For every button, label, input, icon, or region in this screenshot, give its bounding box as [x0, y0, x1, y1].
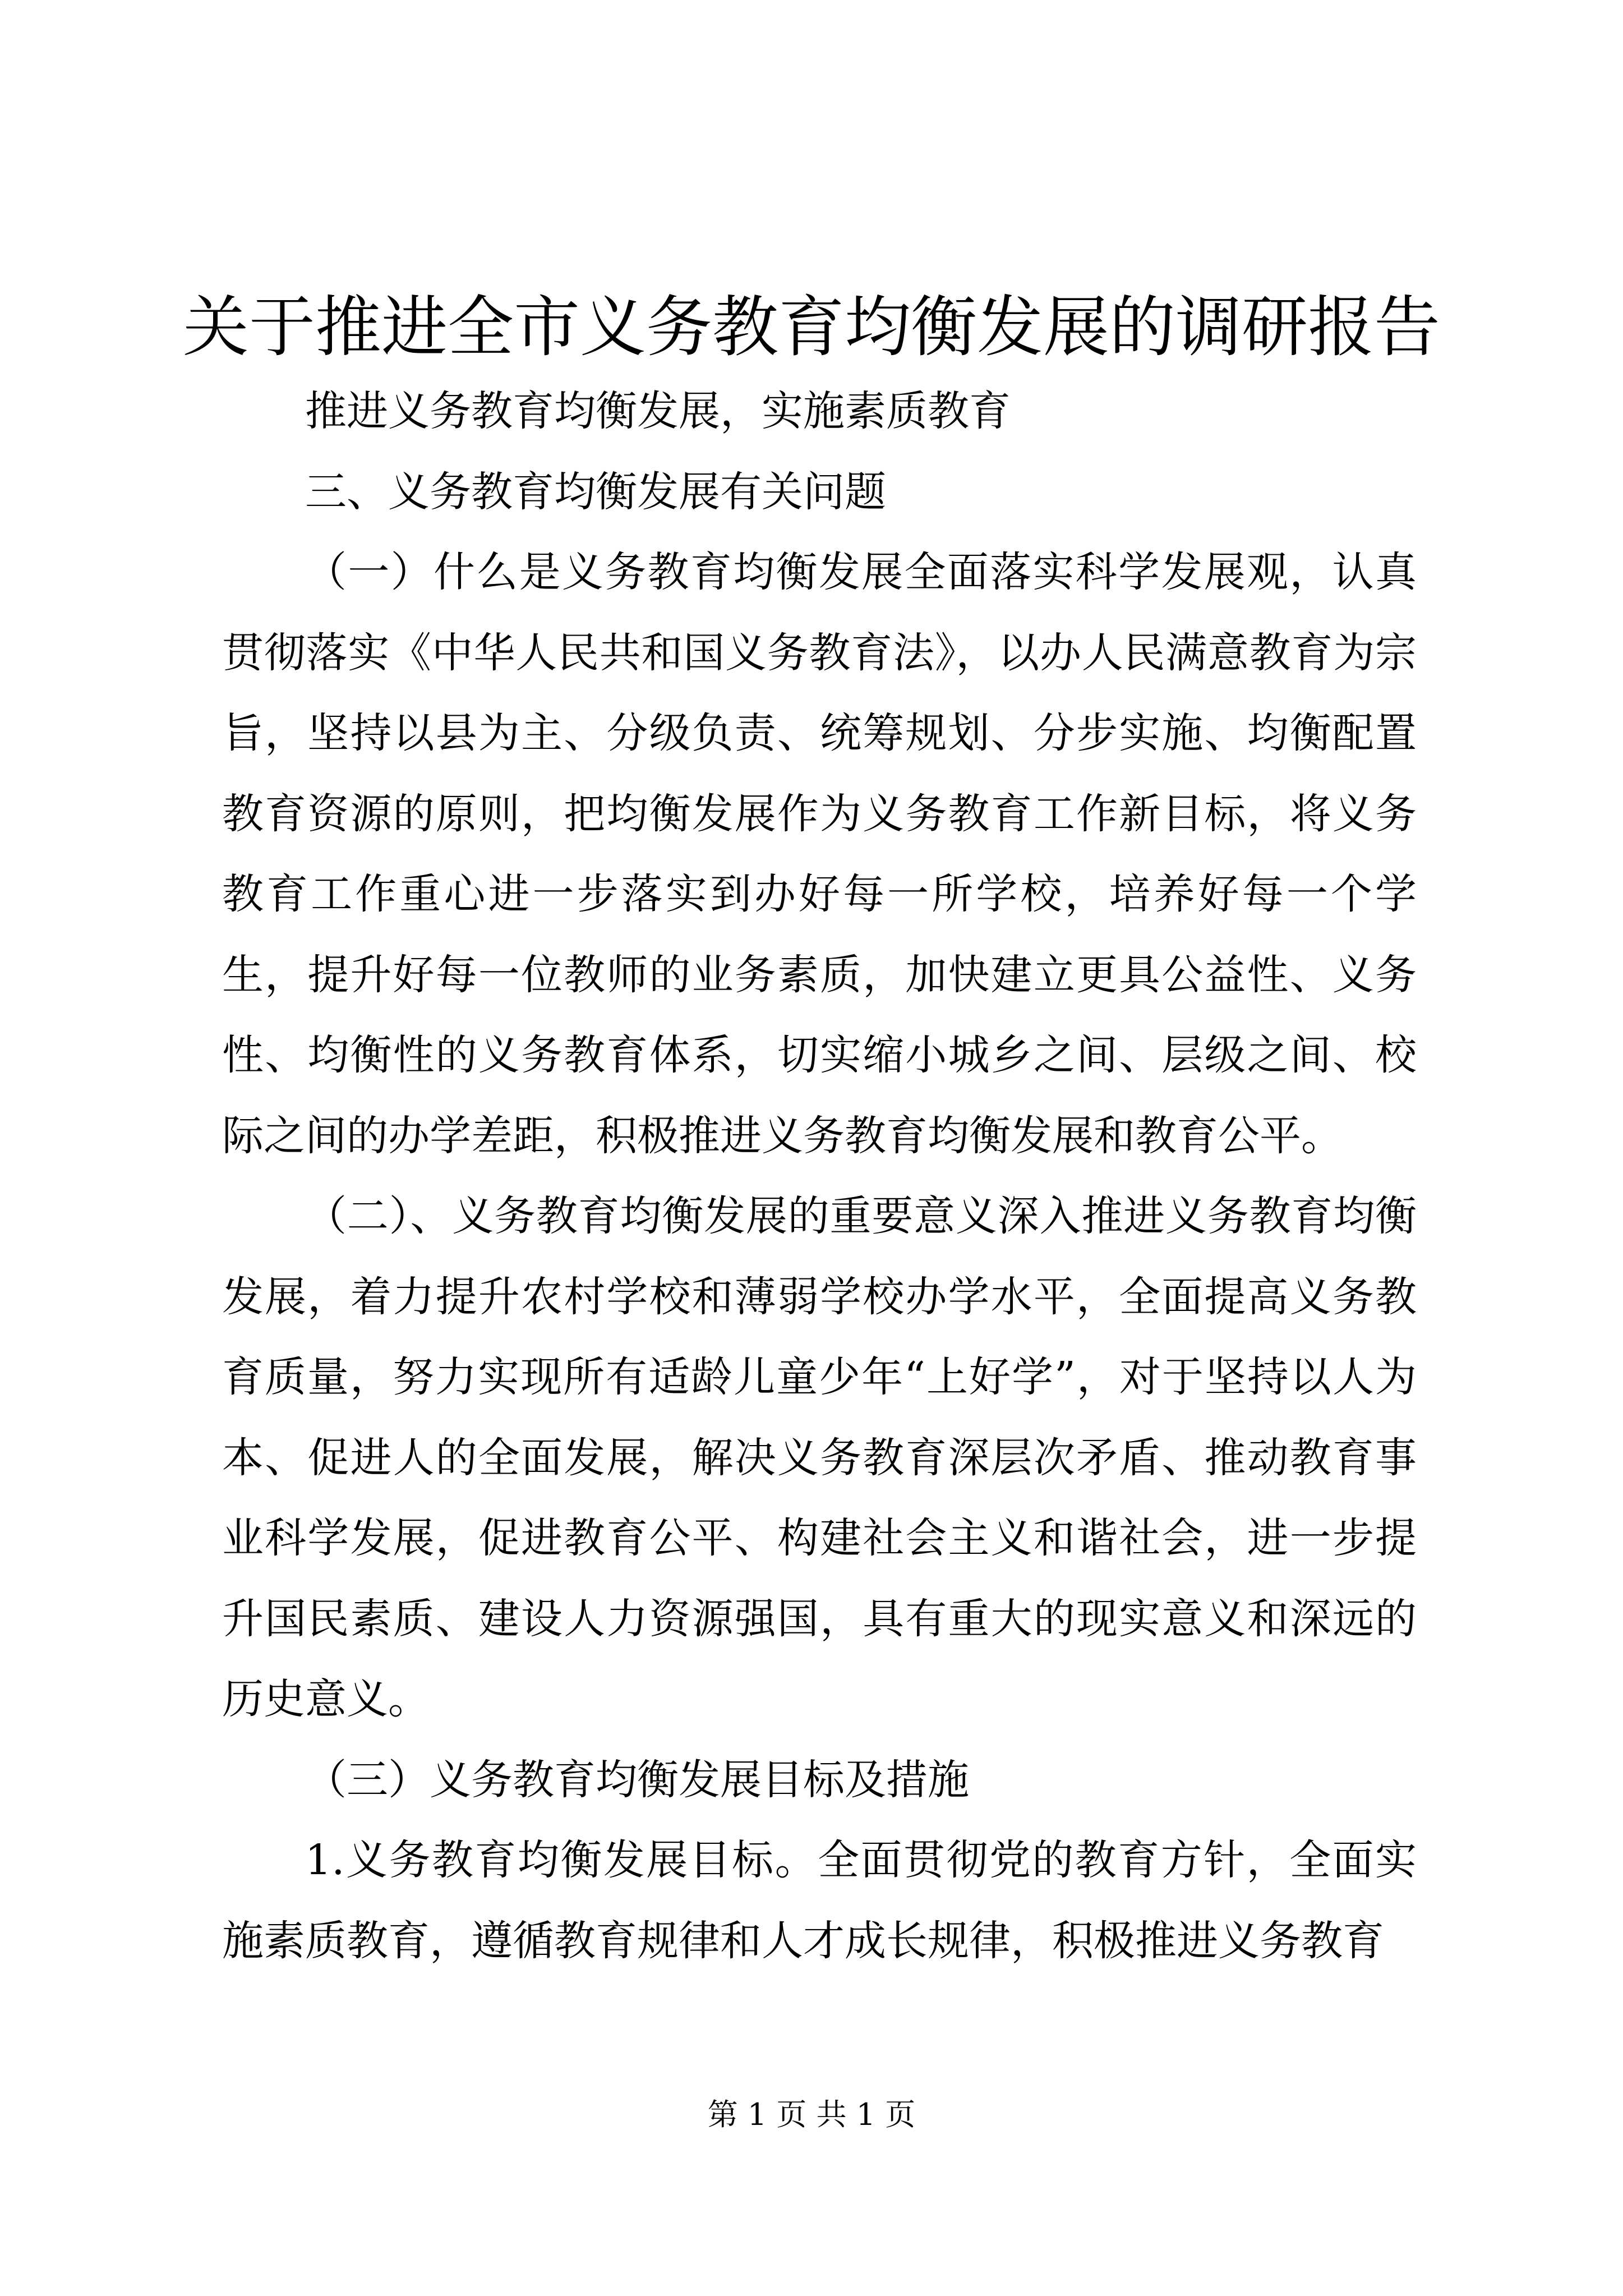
paragraph-goals: 1.义务教育均衡发展目标。全面贯彻党的教育方针，全面实施素质教育，遵循教育规律和人才成长规律，积极推进义务教育 — [222, 1836, 1417, 1965]
document-title: 关于推进全市义务教育均衡发展的调研报告 — [182, 288, 1440, 366]
document-body — [222, 371, 1417, 1981]
section-heading-three: 三、义务教育均衡发展有关问题 — [305, 467, 886, 516]
paragraph-section-two: （二）、义务教育均衡发展的重要意义深入推进义务教育均衡发展，着力提升农村学校和薄弱学校办学水平，全面提高义务教育质量，努力实现所有适龄儿童少年“上好学”，对于坚持以人为本、促进人的全面发展，解决义务教育深层次矛盾、推动教育事业科学发展，促进教育公平、构建社会主义和谐社会，进一步提升国民素质、建设人力资源强国，具有重大的现实意义和深远的历史意义。 — [222, 1192, 1417, 1723]
page-number-footer: 第 1 页 共 1 页 — [707, 2097, 916, 2132]
paragraph-subtitle: 推进义务教育均衡发展，实施素质教育 — [305, 387, 1011, 435]
section-heading-three-sub: （三）义务教育均衡发展目标及措施 — [305, 1755, 969, 1804]
paragraph-section-one: （一）什么是义务教育均衡发展全面落实科学发展观，认真贯彻落实《中华人民共和国义务教育法》，以办人民满意教育为宗旨，坚持以县为主、分级负责、统筹规划、分步实施、均衡配置教育资源的原则，把均衡发展作为义务教育工作新目标，将义务教育工作重心进一步落实到办好每一所学校，培养好每一个学生，提升好每一位教师的业务素质，加快建立更具公益性、义务性、均衡性的义务教育体系，切实缩小城乡之间、层级之间、校际之间的办学差距，积极推进义务教育均衡发展和教育公平。 — [222, 548, 1417, 1160]
